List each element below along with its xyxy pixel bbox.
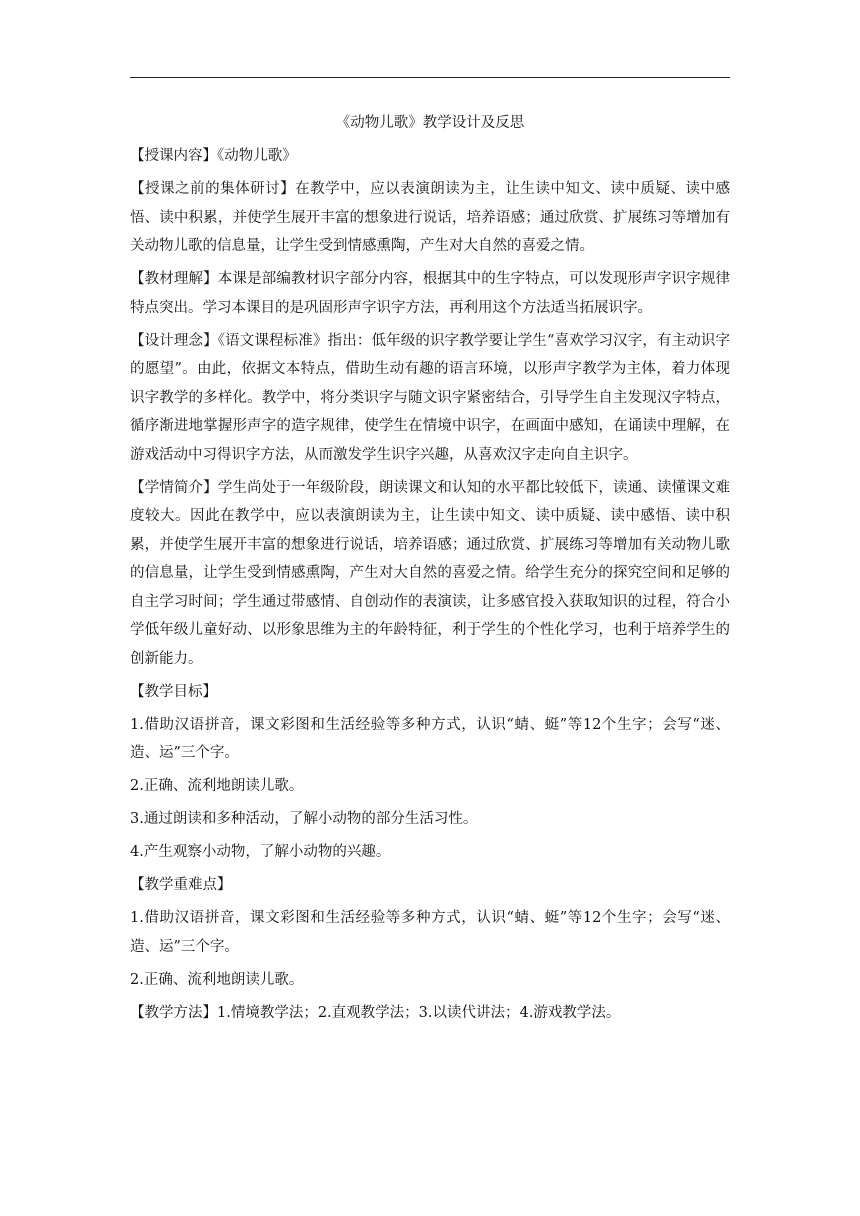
key-point-item: 1.借助汉语拼音，课文彩图和生活经验等多种方式，认识“蜻、蜓”等12个生字；会写“迷、造、运”三个字。 xyxy=(130,910,730,955)
section-label: 【授课内容】 xyxy=(130,148,217,164)
section-label: 【教学方法】 xyxy=(130,1004,217,1021)
section-label: 【教材理解】 xyxy=(130,271,218,287)
section-label: 【学情简介】 xyxy=(130,479,218,496)
section-key-points-heading: 【教学重难点】 xyxy=(130,877,232,893)
section-text: 1.情境教学法；2.直观教学法；3.以读代讲法；4.游戏教学法。 xyxy=(217,1004,621,1021)
document-body xyxy=(130,108,730,1032)
document-title: 《动物儿歌》教学设计及反思 xyxy=(335,115,525,131)
section-text: 本课是部编教材识字部分内容，根据其中的生字特点，可以发现形声字识字规律特点突出。学习本课目的是巩固形声字识字方法，再利用这个方法适当拓展识字。 xyxy=(130,271,730,316)
section-concept xyxy=(130,327,730,470)
section-methods xyxy=(130,999,730,1028)
goal-item: 4.产生观察小动物，了解小动物的兴趣。 xyxy=(130,844,391,860)
section-label: 【设计理念】 xyxy=(130,332,218,349)
section-students xyxy=(130,474,730,674)
section-textbook xyxy=(130,265,730,322)
section-text: 学生尚处于一年级阶段，朗读课文和认知的水平都比较低下，读通、读懂课文难度较大。因此在教学中，应以表演朗读为主，让生读中知文、读中质疑、读中感悟、读中积累，并使学生展开丰富的想象进行说话，培养语感；通过欣赏、扩展练习等增加有关动物儿歌的信息量，让学生受到情感熏陶，产生对大自然的喜爱之情。给学生充分的探究空间和足够的自主学习时间；学生通过带感情、自创动作的表演读，让多感官投入获取知识的过程，符合小学低年级儿童好动、以形象思维为主的年龄特征，利于学生的个性化学习，也利于培养学生的创新能力。 xyxy=(130,479,730,667)
header-rule xyxy=(130,77,730,78)
section-text: 《语文课程标准》指出：低年级的识字教学要让学生“喜欢学习汉字，有主动识字的愿望”。由此，依据文本特点，借助生动有趣的语言环境，以形声字教学为主体，着力体现识字教学的多样化。教学中，将分类识字与随文识字紧密结合，引导学生自主发现汉字特点，循序渐进地掌握形声字的造字规律，使学生在情境中识字，在画面中感知，在诵读中理解，在游戏活动中习得识字方法，从而激发学生识字兴趣，从喜欢汉字走向自主识字。 xyxy=(130,332,730,463)
key-point-item: 2.正确、流利地朗读儿歌。 xyxy=(130,971,304,988)
section-text: 在教学中，应以表演朗读为主，让生读中知文、读中质疑、读中感悟、读中积累，并使学生展开丰富的想象进行说话，培养语感；通过欣赏、扩展练习等增加有关动物儿歌的信息量，让学生受到情感熏陶，产生对大自然的喜爱之情。 xyxy=(130,181,730,254)
section-label: 【授课之前的集体研讨】 xyxy=(130,181,296,197)
section-research xyxy=(130,175,730,261)
goal-item: 1.借助汉语拼音，课文彩图和生活经验等多种方式，认识“蜻、蜓”等12个生字；会写“迷、造、运”三个字。 xyxy=(130,716,730,761)
goal-item: 2.正确、流利地朗读儿歌。 xyxy=(130,778,304,794)
section-text: 《动物儿歌》 xyxy=(217,148,297,164)
goal-item: 3.通过朗读和多种活动，了解小动物的部分生活习性。 xyxy=(130,811,478,827)
section-content xyxy=(130,142,730,171)
section-goals-heading: 【教学目标】 xyxy=(130,683,217,700)
